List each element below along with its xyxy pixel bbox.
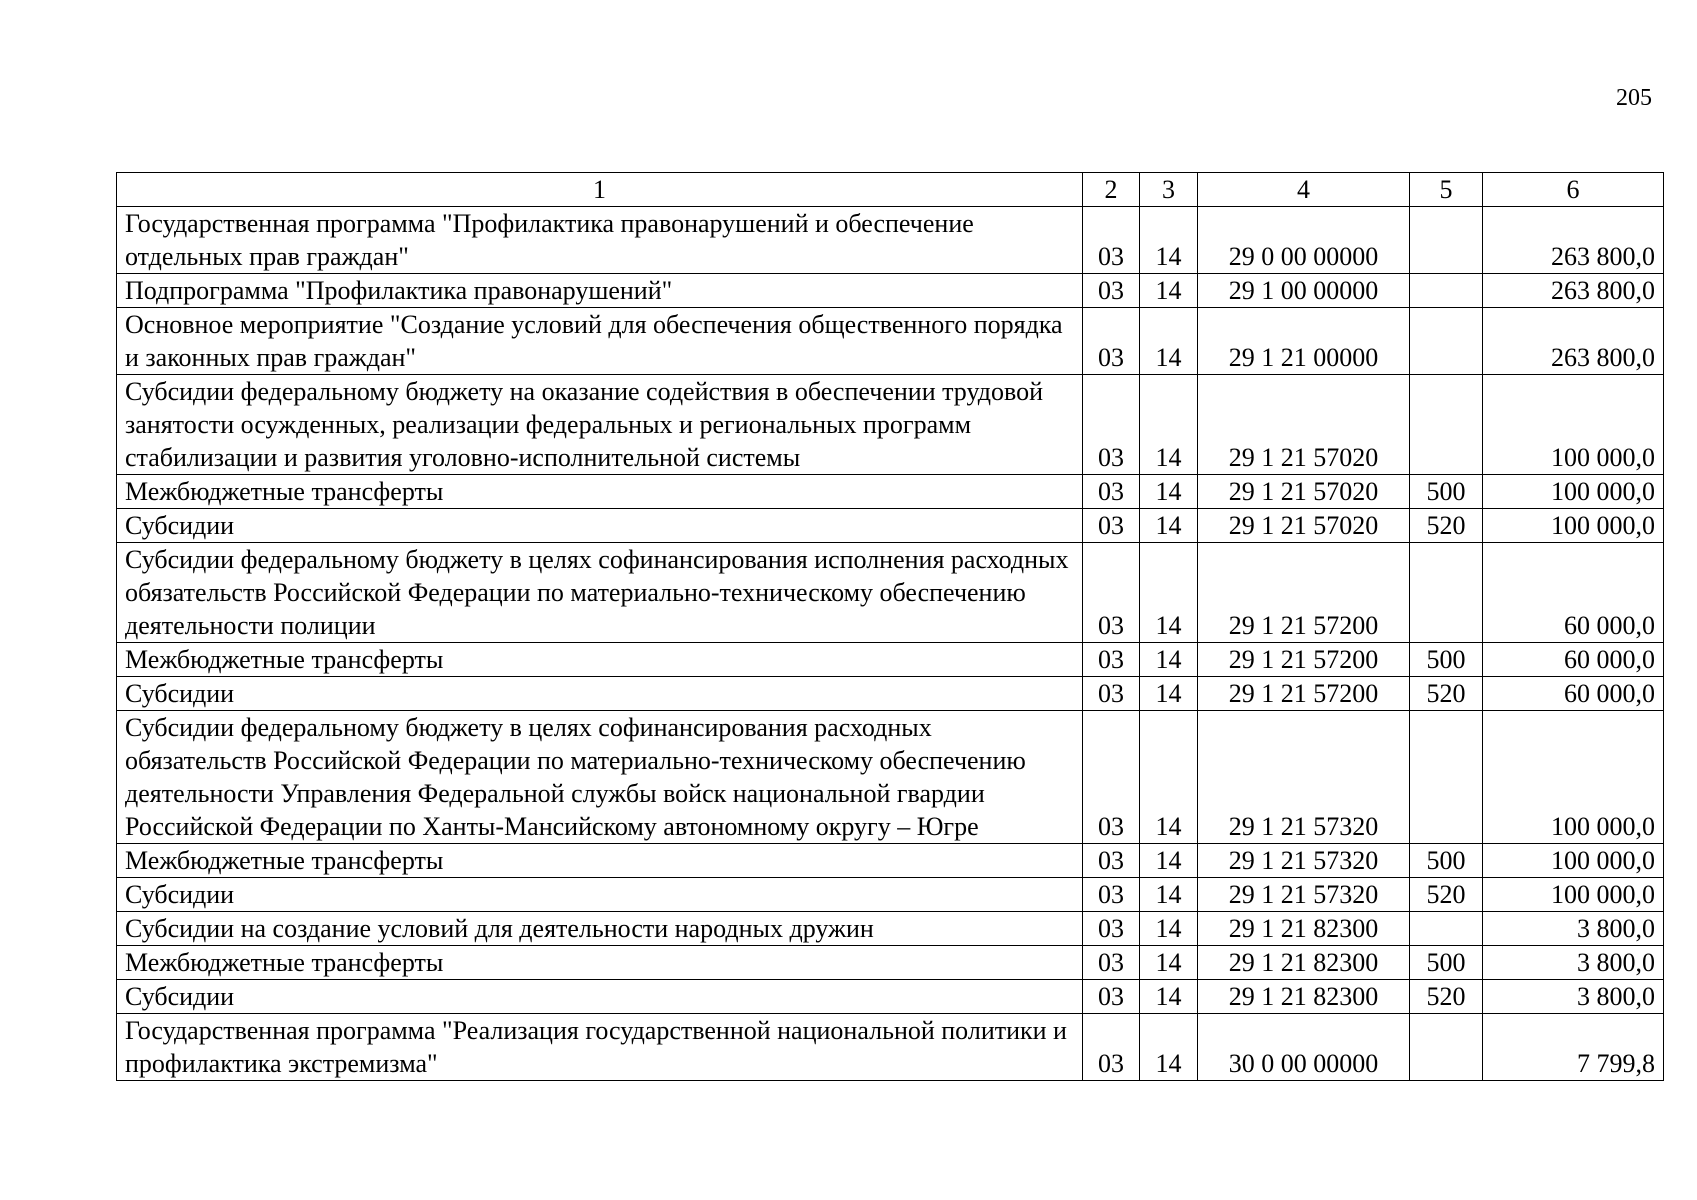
row-amount-cell: 263 800,0 [1483,274,1664,308]
row-subsection-cell: 14 [1140,274,1198,308]
table-row [117,980,1664,1014]
row-section-cell: 03 [1083,543,1140,643]
row-amount-cell: 100 000,0 [1483,711,1664,844]
row-subsection-cell: 14 [1140,308,1198,375]
row-amount-cell: 263 800,0 [1483,207,1664,274]
row-subsection-cell: 14 [1140,677,1198,711]
row-section-cell: 03 [1083,509,1140,543]
row-expense-type-cell: 520 [1410,980,1483,1014]
row-section-cell: 03 [1083,912,1140,946]
header-row [117,173,1664,207]
row-expense-type-cell [1410,1014,1483,1081]
row-name-cell: Государственная программа "Профилактика правонарушений и обеспечение отдельных прав граждан" [117,207,1083,274]
header-cell: 2 [1083,173,1140,207]
row-expense-type-cell [1410,375,1483,475]
row-name-cell: Субсидии [117,878,1083,912]
row-amount-cell: 100 000,0 [1483,509,1664,543]
row-subsection-cell: 14 [1140,980,1198,1014]
row-expense-type-cell [1410,543,1483,643]
table-row [117,274,1664,308]
table-row [117,946,1664,980]
row-subsection-cell: 14 [1140,475,1198,509]
header-cell: 3 [1140,173,1198,207]
table-row [117,308,1664,375]
row-name-cell: Субсидии [117,980,1083,1014]
row-section-cell: 03 [1083,677,1140,711]
row-amount-cell: 100 000,0 [1483,844,1664,878]
row-subsection-cell: 14 [1140,509,1198,543]
row-target-code-cell: 29 0 00 00000 [1198,207,1410,274]
row-expense-type-cell: 520 [1410,677,1483,711]
row-name-cell: Межбюджетные трансферты [117,643,1083,677]
row-target-code-cell: 29 1 21 57320 [1198,878,1410,912]
row-target-code-cell: 29 1 21 57200 [1198,543,1410,643]
table-row [117,912,1664,946]
budget-table-body [117,173,1664,1081]
row-target-code-cell: 29 1 21 57020 [1198,475,1410,509]
table-row [117,509,1664,543]
row-expense-type-cell [1410,207,1483,274]
row-name-cell: Субсидии федеральному бюджету на оказание содействия в обеспечении трудовой занятости осужденных, реализации федеральных и региональных программ стабилизации и развития уголовно-исполнительной системы [117,375,1083,475]
table-row [117,844,1664,878]
row-section-cell: 03 [1083,878,1140,912]
table-row [117,878,1664,912]
row-target-code-cell: 29 1 21 57320 [1198,844,1410,878]
row-expense-type-cell [1410,711,1483,844]
row-section-cell: 03 [1083,711,1140,844]
row-amount-cell: 100 000,0 [1483,475,1664,509]
row-name-cell: Основное мероприятие "Создание условий для обеспечения общественного порядка и законных прав граждан" [117,308,1083,375]
row-subsection-cell: 14 [1140,711,1198,844]
row-expense-type-cell: 520 [1410,878,1483,912]
row-amount-cell: 60 000,0 [1483,643,1664,677]
row-section-cell: 03 [1083,946,1140,980]
row-subsection-cell: 14 [1140,375,1198,475]
row-name-cell: Субсидии федеральному бюджету в целях софинансирования исполнения расходных обязательств Российской Федерации по материально-техническому обеспечению деятельности полиции [117,543,1083,643]
row-amount-cell: 3 800,0 [1483,980,1664,1014]
row-name-cell: Межбюджетные трансферты [117,475,1083,509]
row-name-cell: Государственная программа "Реализация государственной национальной политики и профилактика экстремизма" [117,1014,1083,1081]
row-target-code-cell: 29 1 00 00000 [1198,274,1410,308]
row-target-code-cell: 29 1 21 57200 [1198,677,1410,711]
table-row [117,543,1664,643]
table-row [117,643,1664,677]
row-section-cell: 03 [1083,308,1140,375]
row-expense-type-cell [1410,274,1483,308]
row-name-cell: Субсидии [117,509,1083,543]
row-expense-type-cell: 500 [1410,643,1483,677]
row-section-cell: 03 [1083,475,1140,509]
header-cell: 6 [1483,173,1664,207]
table-row [117,475,1664,509]
row-target-code-cell: 29 1 21 00000 [1198,308,1410,375]
row-amount-cell: 60 000,0 [1483,677,1664,711]
row-section-cell: 03 [1083,980,1140,1014]
row-expense-type-cell: 500 [1410,844,1483,878]
row-subsection-cell: 14 [1140,878,1198,912]
row-section-cell: 03 [1083,207,1140,274]
row-expense-type-cell: 500 [1410,475,1483,509]
row-subsection-cell: 14 [1140,643,1198,677]
row-amount-cell: 60 000,0 [1483,543,1664,643]
row-target-code-cell: 29 1 21 82300 [1198,912,1410,946]
table-row [117,711,1664,844]
header-cell: 4 [1198,173,1410,207]
row-target-code-cell: 30 0 00 00000 [1198,1014,1410,1081]
row-target-code-cell: 29 1 21 57020 [1198,375,1410,475]
row-name-cell: Субсидии на создание условий для деятельности народных дружин [117,912,1083,946]
table-row [117,375,1664,475]
page-number: 205 [1616,85,1652,111]
row-subsection-cell: 14 [1140,543,1198,643]
budget-table [116,172,1664,1081]
row-target-code-cell: 29 1 21 57200 [1198,643,1410,677]
header-cell: 5 [1410,173,1483,207]
row-target-code-cell: 29 1 21 82300 [1198,946,1410,980]
row-amount-cell: 3 800,0 [1483,912,1664,946]
row-section-cell: 03 [1083,643,1140,677]
row-section-cell: 03 [1083,1014,1140,1081]
table-row [117,677,1664,711]
table-row [117,1014,1664,1081]
row-amount-cell: 7 799,8 [1483,1014,1664,1081]
row-target-code-cell: 29 1 21 57320 [1198,711,1410,844]
row-subsection-cell: 14 [1140,207,1198,274]
row-name-cell: Субсидии федеральному бюджету в целях софинансирования расходных обязательств Российской Федерации по материально-техническому обеспечению деятельности Управления Федеральной службы войск национальной гвардии Российской Федерации по Ханты-Мансийскому автономному округу – Югре [117,711,1083,844]
row-expense-type-cell [1410,912,1483,946]
table-row [117,207,1664,274]
row-expense-type-cell: 520 [1410,509,1483,543]
row-amount-cell: 100 000,0 [1483,375,1664,475]
row-expense-type-cell: 500 [1410,946,1483,980]
row-name-cell: Межбюджетные трансферты [117,844,1083,878]
row-subsection-cell: 14 [1140,946,1198,980]
header-cell: 1 [117,173,1083,207]
row-subsection-cell: 14 [1140,844,1198,878]
row-amount-cell: 100 000,0 [1483,878,1664,912]
row-section-cell: 03 [1083,844,1140,878]
row-target-code-cell: 29 1 21 82300 [1198,980,1410,1014]
row-expense-type-cell [1410,308,1483,375]
row-name-cell: Межбюджетные трансферты [117,946,1083,980]
row-name-cell: Субсидии [117,677,1083,711]
row-section-cell: 03 [1083,375,1140,475]
row-section-cell: 03 [1083,274,1140,308]
row-amount-cell: 263 800,0 [1483,308,1664,375]
row-target-code-cell: 29 1 21 57020 [1198,509,1410,543]
row-subsection-cell: 14 [1140,1014,1198,1081]
row-subsection-cell: 14 [1140,912,1198,946]
row-name-cell: Подпрограмма "Профилактика правонарушений" [117,274,1083,308]
row-amount-cell: 3 800,0 [1483,946,1664,980]
